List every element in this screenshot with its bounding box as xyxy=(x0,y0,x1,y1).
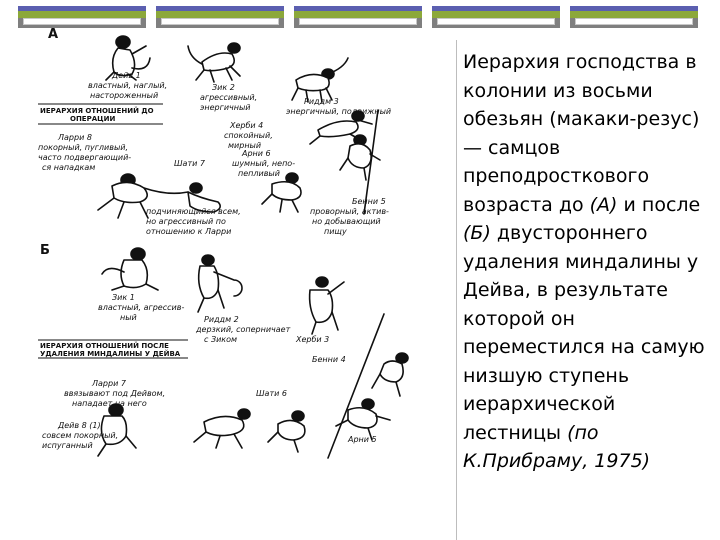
label-b-riddy-2: дерзкий, соперничает xyxy=(196,325,291,334)
header-bar xyxy=(432,6,560,28)
label-a-larri-3: часто подвергающий- xyxy=(38,153,132,162)
label-a-benni-1: Бенни 5 xyxy=(352,197,386,206)
figure-illustration xyxy=(28,28,456,540)
label-b-benni-1: Бенни 4 xyxy=(312,355,346,364)
monkey-riddy-b xyxy=(198,255,242,312)
label-a-herbi-1: Херби 4 xyxy=(230,121,264,130)
caption-paragraph xyxy=(463,48,715,476)
monkey-zik-a xyxy=(188,43,240,82)
label-a-bottom-1: подчиняющийся всем, xyxy=(146,207,241,216)
caption-italic-a: (А) xyxy=(589,193,618,216)
section-label-a: А xyxy=(48,28,59,42)
header-bar xyxy=(294,6,422,28)
monkey-hierarchy-figure xyxy=(28,28,456,540)
header-bar xyxy=(156,6,284,28)
monkey-riddy-a xyxy=(292,58,348,102)
label-a-herbi-3: мирный xyxy=(228,141,262,150)
label-a-zik-3: энергичный xyxy=(200,103,251,112)
label-a-benni-2: проворный, актив- xyxy=(310,207,389,216)
label-a-larri-2: покорный, пугливый, xyxy=(38,143,129,152)
label-b-zik-1: Зик 1 xyxy=(112,293,135,302)
label-b-shati-1: Шати 6 xyxy=(256,389,287,398)
label-a-zik-1: Зик 2 xyxy=(212,83,235,92)
label-b-dave-1: Дейв 8 (1) xyxy=(58,421,101,430)
label-b-arni-1: Арни 5 xyxy=(348,435,377,444)
label-a-dave-3: настороженный xyxy=(90,91,159,100)
label-a-larri-1: Ларри 8 xyxy=(58,133,92,142)
header-bar xyxy=(570,6,698,28)
section-label-b: Б xyxy=(40,243,50,258)
box-a-line-1: ИЕРАРХИЯ ОТНОШЕНИЙ ДО xyxy=(40,107,154,115)
label-a-benni-4: пищу xyxy=(324,227,347,236)
caption-citation: (по К.Прибраму, 1975) xyxy=(463,421,651,472)
monkey-arni-b xyxy=(336,399,390,440)
label-b-riddy-3: с Зиком xyxy=(204,335,238,344)
label-a-riddy-1: Риддм 3 xyxy=(304,97,339,106)
label-b-herbi-1: Херби 3 xyxy=(296,335,330,344)
label-a-dave-2: властный, наглый, xyxy=(88,81,168,90)
caption-text-3: двустороннего удаления миндалины у Дейва, в результате которой он переместился на самую низшую ступень иерархической лестницы xyxy=(463,222,705,444)
monkey-group-b xyxy=(98,404,305,456)
label-b-zik-2: властный, агрессив- xyxy=(98,303,185,312)
label-b-dave-2: совсем покорный, xyxy=(42,431,119,440)
label-b-larri-1: Ларри 7 xyxy=(92,379,126,388)
box-b-line-1: ИЕРАРХИЯ ОТНОШЕНИЙ ПОСЛЕ xyxy=(40,342,169,350)
label-a-herbi-2: спокойный, xyxy=(224,131,273,140)
monkey-herbi-b xyxy=(310,277,344,334)
label-b-riddy-1: Риддм 2 xyxy=(204,315,239,324)
label-a-arni-1: Арни 6 xyxy=(242,149,271,158)
label-a-shati-1: Шати 7 xyxy=(174,159,205,168)
label-b-zik-3: ный xyxy=(120,313,137,322)
label-a-arni-2: шумный, непо- xyxy=(232,159,296,168)
header-bar xyxy=(18,6,146,28)
label-a-larri-4: ся нападкам xyxy=(42,163,96,172)
label-b-dave-3: испуганный xyxy=(42,441,93,450)
label-b-larri-3: нападает на него xyxy=(72,399,147,408)
label-a-arni-3: пепливый xyxy=(238,169,280,178)
label-a-zik-2: агрессивный, xyxy=(200,93,258,102)
figure-caption xyxy=(463,48,715,476)
slide-header-decoration xyxy=(0,0,720,30)
monkey-arni-a xyxy=(262,173,301,212)
box-b-line-2: УДАЛЕНИЯ МИНДАЛИНЫ У ДЕЙВА xyxy=(40,350,181,358)
divider-line xyxy=(456,40,457,540)
label-a-dave-1: Дейв 1 xyxy=(112,71,141,80)
caption-italic-b: (Б) xyxy=(463,222,491,244)
caption-text-1: Иерархия господства в колонии из восьми обезьян (макаки-резус) — самцов преподросткового возраста до xyxy=(463,51,700,216)
label-a-riddy-2: энергичный, подвижный xyxy=(286,107,392,116)
monkey-zik-b xyxy=(102,248,158,290)
label-a-benni-3: но добывающий xyxy=(312,217,381,226)
label-a-bottom-2: но агрессивный по xyxy=(146,217,226,226)
label-a-bottom-3: отношению к Ларри xyxy=(146,227,232,236)
labels-a xyxy=(38,71,391,236)
label-b-larri-2: ввязывают под Дейвом, xyxy=(64,389,166,398)
caption-text-2: и после xyxy=(617,193,701,216)
box-a-line-2: ОПЕРАЦИИ xyxy=(70,115,116,123)
